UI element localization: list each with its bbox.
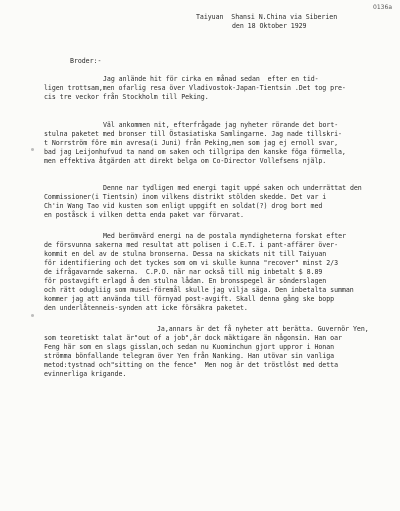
- body-line: metod:tystnad och"sitting on the fence" Men nog är det tröstlöst med detta: [44, 361, 338, 369]
- body-line: Commissioner(i Tientsin) inom vilkens distrikt stölden skedde. Det var i: [44, 193, 327, 201]
- body-line: cis tre veckor från Stockholm till Peking.: [44, 93, 209, 101]
- body-line: kommit en del av de stulna bronserna. Dessa na skickats nit till Taiyuan: [44, 250, 327, 258]
- body-line: Väl ankommen nit, efterfrågade jag nyheter rörande det bort-: [103, 121, 339, 129]
- body-line: en poståsck i vilken detta enda paket var förvarat.: [44, 211, 244, 219]
- body-line: Ch'in Wang Tao vid kusten som enligt uppgift en soldat(?) drog bort med: [44, 202, 323, 210]
- body-line: Denne nar tydligen med energi tagit uppé saken och underrättat den: [103, 184, 362, 192]
- archive-reference: 0136a: [373, 4, 392, 11]
- body-line: men effektiva åtgärden att direkt belga om Co-Director Vollefsens njälp.: [44, 157, 327, 165]
- body-line: Jag anlände hit för cirka en månad sedan efter en tid-: [103, 75, 319, 83]
- punch-hole-mark: [31, 314, 34, 317]
- body-line: de ifrågavarnde sakerna. C.P.O. när nar också till mig inbetalt $ 8.89: [44, 268, 323, 276]
- body-line: bad jag Leijonhufvud ta nand om saken och tillgripa den kanske föga förmella,: [44, 148, 346, 156]
- punch-hole-mark: [31, 148, 34, 151]
- body-line: t Norrström före min avresa(i Juni) från Peking,men som jag ej ernoll svar,: [44, 139, 338, 147]
- body-line: som teoretiskt talat är"out of a job",är dock mäktigare än någonsin. Han oar: [44, 334, 342, 342]
- body-line: ligen trottsam,men ofarlig resa över Vladivostok-Japan-Tientsin .Det tog pre-: [44, 84, 346, 92]
- letter-place: Taiyuan Shansi N.China via Siberien: [196, 13, 338, 21]
- body-line: stulna paketet med bronser till Östasiatiska Samlingarne. Jag nade tillskri-: [44, 130, 342, 138]
- body-line: och rätt odugliig som musei-föremål skulle jag vilja säga. Den inbetalta summan: [44, 286, 354, 294]
- greeting: Broder:-: [70, 57, 102, 65]
- body-line: Feng här som en slags gisslan,och sedan nu Kuominchun gjort uppror i Honan: [44, 343, 335, 351]
- body-line: de försvunna sakerna med resultat att polisen i C.E.T. i pant-affärer över-: [44, 241, 338, 249]
- body-line: evinnerliga krigande.: [44, 370, 127, 378]
- body-line: Med berömvärd energi na de postala myndigheterna forskat efter: [103, 232, 347, 240]
- body-line: för postavgift erlagd å den stulna lådan. En bronsspegel är sönderslagen: [44, 277, 327, 285]
- body-line: kommer jag att använda till förnyad post-avgift. Skall denna gång ske bopp: [44, 295, 335, 303]
- body-line: strömma bönfallande telegram över Yen från Nanking. Han utövar sin vanliga: [44, 352, 335, 360]
- letter-date: den 18 Oktober 1929: [232, 22, 307, 30]
- body-line: Ja,annars är det få nyheter att berätta. Guvernör Yen,: [157, 325, 369, 333]
- body-line: för identifiering och det tyckes som om vi skulle kunna "recover" minst 2/3: [44, 259, 338, 267]
- body-line: den underlåtenneis-synden att icke försäkra paketet.: [44, 304, 248, 312]
